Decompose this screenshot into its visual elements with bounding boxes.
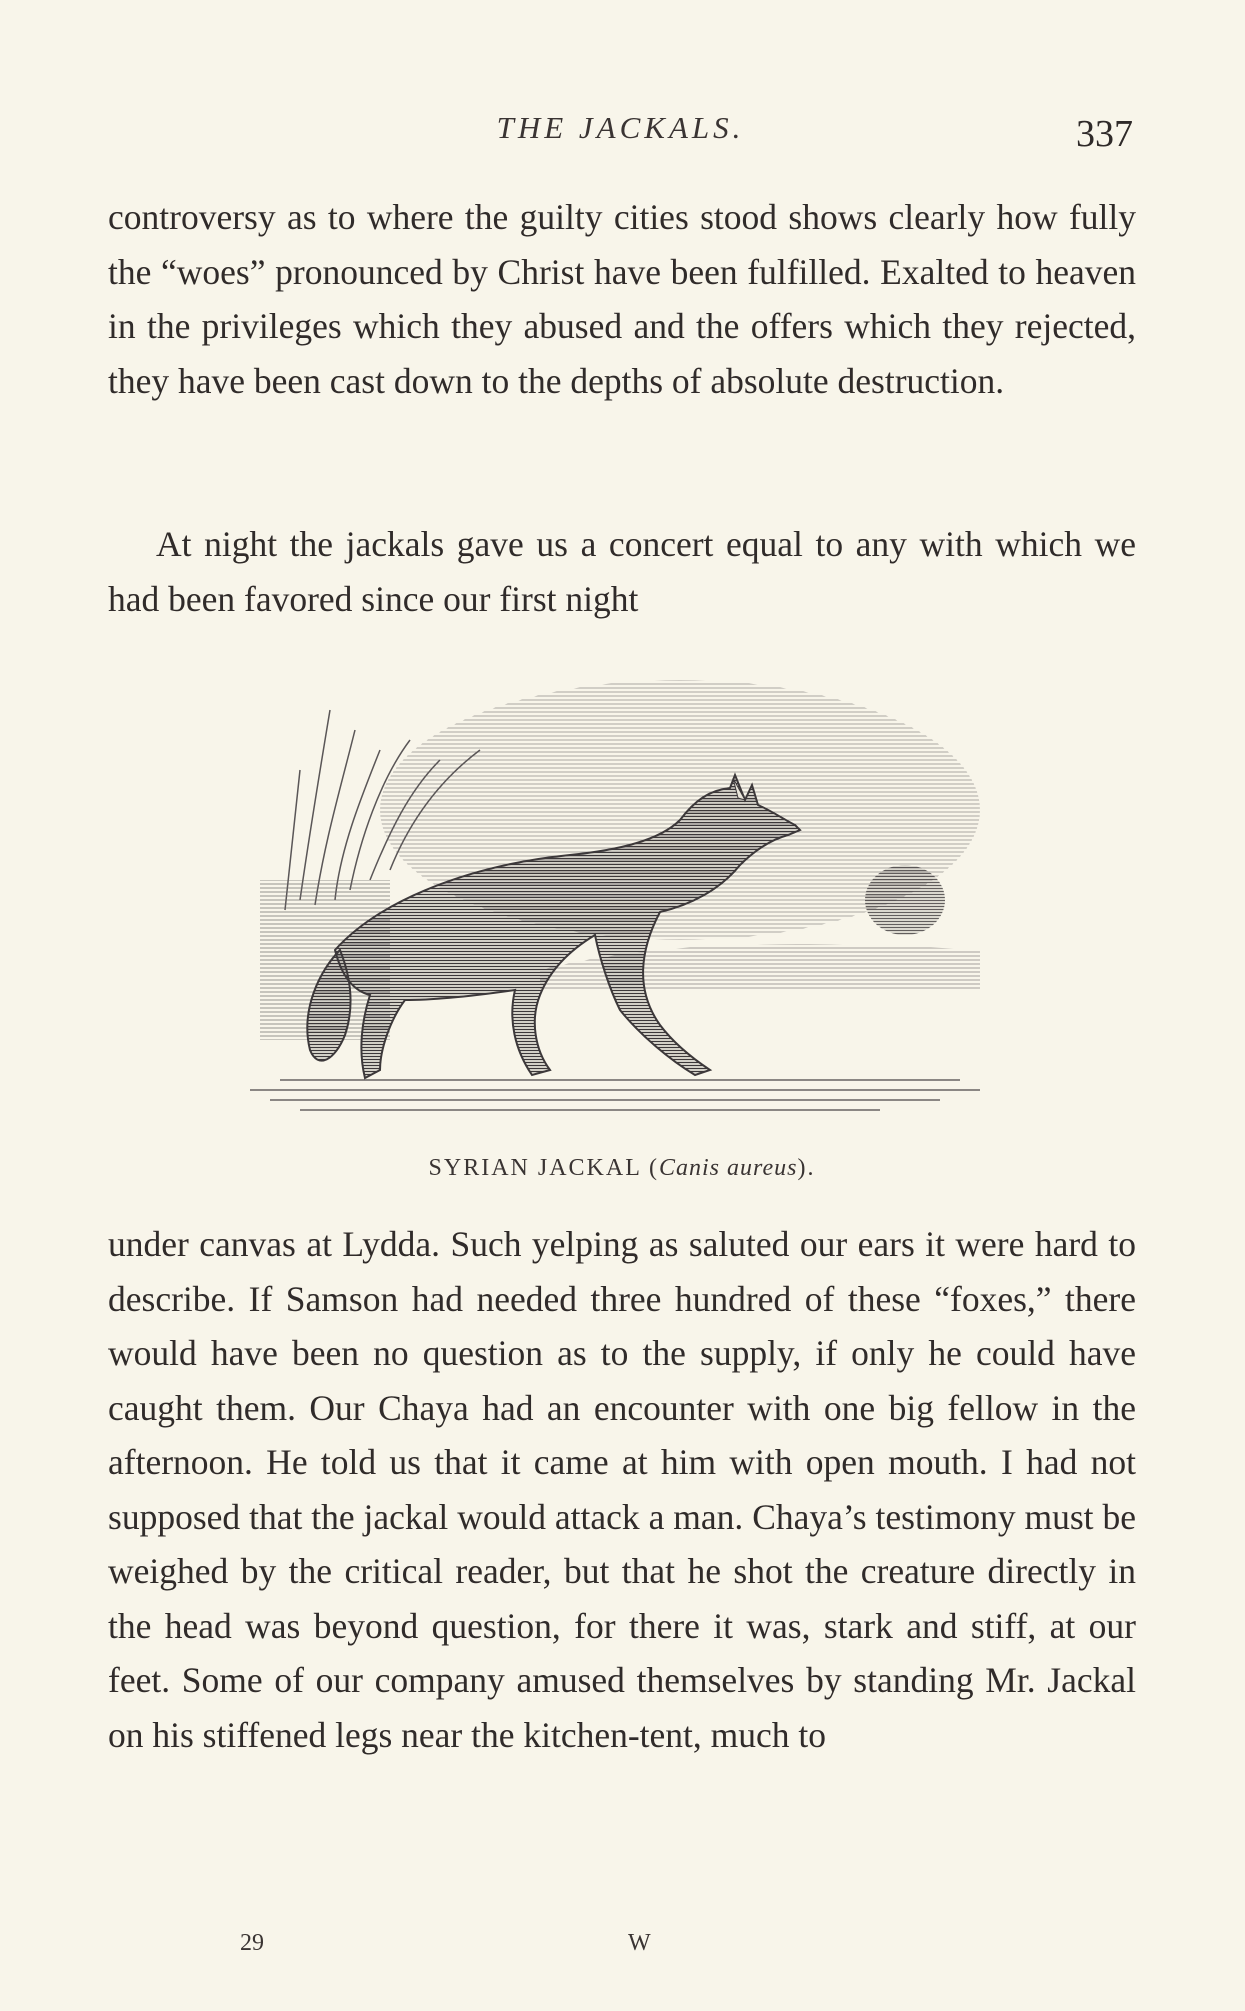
page-header (108, 110, 1133, 160)
jackal-engraving (240, 650, 1000, 1130)
caption-scientific-name: Canis aureus (659, 1155, 798, 1181)
paragraph-2-end (108, 1217, 1136, 1762)
ground-lines (250, 1080, 980, 1110)
distant-tree (865, 865, 945, 935)
paragraph-1-text: controversy as to where the guilty cities stood shows clearly how fully the “woes” pronounced by Christ have been fulfilled. Exalted to heaven in the privileges which they abused and the offers which they rejected, they have been cast down to the depths of absolute destruction. (108, 197, 1136, 401)
paragraph-2-start-text: At night the jackals gave us a concert equal to any with which we had been favored since our first night (108, 524, 1136, 619)
signature-letter: W (628, 1930, 651, 1956)
caption-close: ). (797, 1155, 816, 1181)
figure-caption (108, 1155, 1136, 1182)
jackal-illustration (240, 650, 1000, 1130)
caption-label: SYRIAN JACKAL (428, 1155, 641, 1181)
caption-open: ( (649, 1155, 659, 1181)
page-footer (108, 1930, 1136, 1970)
signature-number: 29 (240, 1930, 264, 1956)
paragraph-2-start (108, 517, 1136, 626)
paragraph-1 (108, 190, 1136, 408)
page-number: 337 (1076, 113, 1133, 155)
paragraph-2-end-text: under canvas at Lydda. Such yelping as saluted our ears it were hard to describe. If Samson had needed three hundred of these “foxes,” there would have been no question as to the supply, if only he could have caught them. Our Chaya had an encounter with one big fellow in the afternoon. He told us that it came at him with open mouth. I had not supposed that the jackal would attack a man. Chaya’s testimony must be weighed by the critical reader, but that he shot the creature directly in the head was beyond question, for there it was, stark and stiff, at our feet. Some of our company amused themselves by standing Mr. Jackal on his stiffened legs near the kitchen-tent, much to (108, 1224, 1136, 1755)
running-title: THE JACKALS. (496, 110, 745, 145)
